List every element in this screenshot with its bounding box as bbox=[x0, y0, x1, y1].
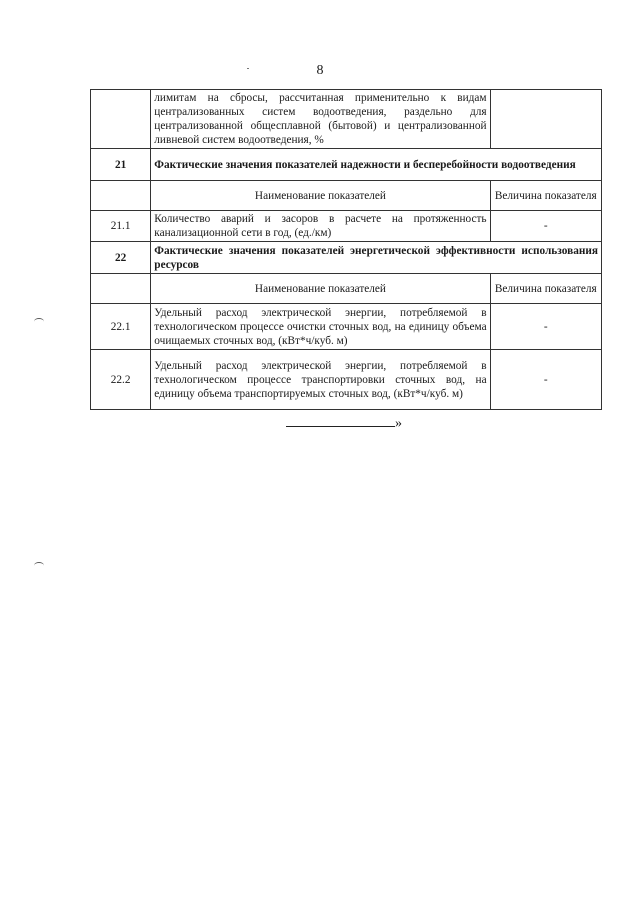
row-number-cell bbox=[91, 90, 151, 149]
closing-line bbox=[286, 414, 395, 427]
page-number: 8 bbox=[316, 63, 324, 78]
continuation-text: лимитам на сбросы, рассчитанная применительно к видам централизованных систем водоотведения, раздельно для централизованной общесплавной (бытовой) и централизованной ливневой систем водоотведения, % bbox=[151, 90, 490, 149]
header-value: Величина показателя bbox=[490, 181, 601, 211]
header-value: Величина показателя bbox=[490, 274, 601, 304]
header-row bbox=[91, 181, 602, 211]
row-name: Удельный расход электрической энергии, потребляемой в технологическом процессе очистки сточных вод, на единицу объема очищаемых сточных вод, (кВт*ч/куб. м) bbox=[151, 304, 490, 350]
section-row bbox=[91, 242, 602, 274]
closing-mark bbox=[286, 414, 402, 432]
header-name: Наименование показателей bbox=[151, 181, 490, 211]
table-row bbox=[91, 304, 602, 350]
table-row bbox=[91, 211, 602, 242]
table-row bbox=[91, 350, 602, 410]
section-number: 22 bbox=[91, 242, 151, 274]
indicators-table bbox=[90, 89, 602, 410]
section-title: Фактические значения показателей надежности и бесперебойности водоотведения bbox=[151, 149, 602, 181]
row-number: 22.1 bbox=[91, 304, 151, 350]
row-number: 22.2 bbox=[91, 350, 151, 410]
row-name: Удельный расход электрической энергии, потребляемой в технологическом процессе транспортировки сточных вод, на единицу объема транспортируемых сточных вод, (кВт*ч/куб. м) bbox=[151, 350, 490, 410]
header-name: Наименование показателей bbox=[151, 274, 490, 304]
value-cell bbox=[490, 90, 601, 149]
header-number-cell bbox=[91, 274, 151, 304]
row-name: Количество аварий и засоров в расчете на протяженность канализационной сети в год, (ед./км) bbox=[151, 211, 490, 242]
row-number: 21.1 bbox=[91, 211, 151, 242]
section-title: Фактические значения показателей энергетической эффективности использования ресурсов bbox=[151, 242, 602, 274]
table-row bbox=[91, 90, 602, 149]
scan-speck bbox=[247, 68, 249, 69]
header-row bbox=[91, 274, 602, 304]
header-number-cell bbox=[91, 181, 151, 211]
row-value: - bbox=[490, 211, 601, 242]
margin-mark bbox=[34, 318, 44, 325]
margin-mark bbox=[34, 562, 44, 569]
row-value: - bbox=[490, 350, 601, 410]
section-row bbox=[91, 149, 602, 181]
section-number: 21 bbox=[91, 149, 151, 181]
closing-quote: » bbox=[395, 416, 402, 431]
row-value: - bbox=[490, 304, 601, 350]
